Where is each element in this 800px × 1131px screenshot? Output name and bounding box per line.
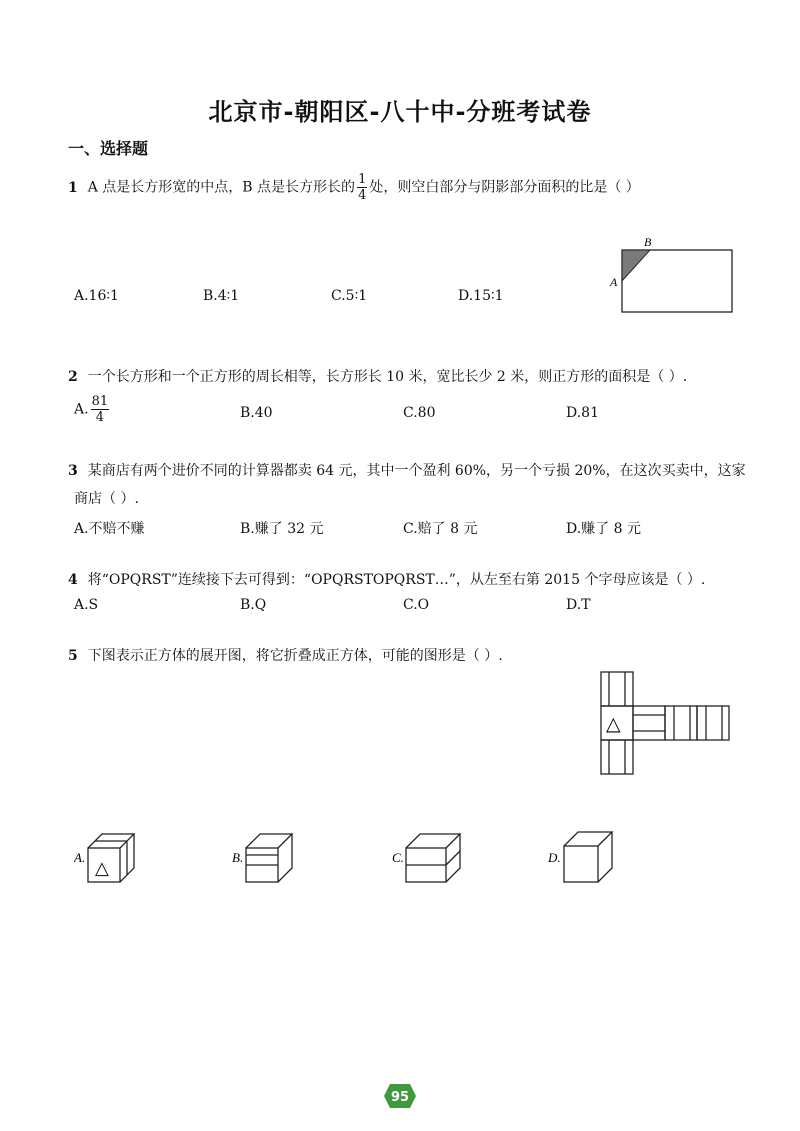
option-d: D.赚了 8 元 <box>566 521 641 537</box>
question-4 <box>68 570 705 590</box>
option-c-cube <box>388 828 468 886</box>
net-face-bottom <box>601 740 633 774</box>
cube-net-figure <box>598 670 738 776</box>
net-face-right-2 <box>665 706 697 740</box>
question-text: 一个长方形和一个正方形的周长相等，长方形长 10 米，宽比长少 2 米，则正方形的面积是（ ）. <box>87 369 688 385</box>
option-a-label: A. <box>74 850 86 865</box>
question-1 <box>68 172 640 203</box>
question-text: 将“OPQRST”连续接下去可得到：“OPQRSTOPQRST…”，从左至右第 2015 个字母应该是（ ）. <box>87 572 706 588</box>
question-3 <box>68 461 746 481</box>
option-b-cube <box>232 828 302 886</box>
option-d: D.15∶1 <box>458 288 504 304</box>
question-number: 4 <box>68 572 78 588</box>
option-b: B.Q <box>240 597 267 613</box>
triangle-icon: △ <box>95 858 109 879</box>
option-d-cube <box>548 828 623 886</box>
triangle-icon: △ <box>606 713 621 735</box>
question-text: 下图表示正方体的展开图，将它折叠成正方体，可能的图形是（ ）. <box>87 648 503 664</box>
option-c: C.80 <box>403 405 436 421</box>
question-text-end: 处，则空白部分与阴影部分面积的比是（ ） <box>369 179 640 196</box>
question-number: 2 <box>68 369 78 385</box>
fraction-denominator: 4 <box>358 188 367 203</box>
option-a: A.不赔不赚 <box>74 521 145 537</box>
option-b: B.40 <box>240 405 273 421</box>
page-title: 北京市-朝阳区-八十中-分班考试卷 <box>208 98 592 126</box>
option-b: B.4∶1 <box>203 288 240 304</box>
option-b: B.赚了 32 元 <box>240 521 324 537</box>
question-number: 5 <box>68 648 78 664</box>
option-c: C.5∶1 <box>331 288 368 304</box>
option-c: C.赔了 8 元 <box>403 521 478 537</box>
option-a: A.16∶1 <box>74 288 119 304</box>
option-b-label: B. <box>232 850 244 865</box>
page-number: 95 <box>390 1090 410 1105</box>
option-d-label: D. <box>548 850 561 865</box>
point-a-label: A <box>610 275 618 289</box>
option-d: D.81 <box>566 405 599 421</box>
net-face-right-3 <box>697 706 729 740</box>
option-a-cube <box>74 828 144 886</box>
net-face-right-1 <box>633 706 665 740</box>
option-d: D.T <box>566 597 591 613</box>
question-number: 1 <box>68 179 78 196</box>
question-text: 某商店有两个进价不同的计算器都卖 64 元，其中一个盈利 60%，另一个亏损 20%，在这次买卖中，这家 <box>87 463 746 479</box>
question-2 <box>68 367 687 387</box>
option-a: A.S <box>74 597 99 613</box>
question-5 <box>68 646 503 666</box>
option-a <box>74 394 111 425</box>
question-number: 3 <box>68 463 78 479</box>
shaded-triangle <box>622 250 650 281</box>
fraction-numerator: 1 <box>358 172 367 187</box>
option-a-prefix: A. <box>74 401 89 418</box>
fraction <box>357 172 367 203</box>
question-text: A 点是长方形宽的中点，B 点是长方形长的 <box>87 179 356 196</box>
fraction <box>91 394 110 425</box>
fraction-numerator: 81 <box>91 394 109 409</box>
option-c-label: C. <box>392 850 404 865</box>
question-3-continued: 商店（ ）. <box>74 491 139 507</box>
section-heading: 一、选择题 <box>68 139 149 158</box>
net-face-top <box>601 672 633 706</box>
point-b-label: B <box>644 235 652 249</box>
option-c: C.O <box>403 597 430 613</box>
fraction-denominator: 4 <box>95 410 104 425</box>
page-number-badge <box>383 1083 417 1109</box>
rectangle-figure <box>600 228 740 318</box>
